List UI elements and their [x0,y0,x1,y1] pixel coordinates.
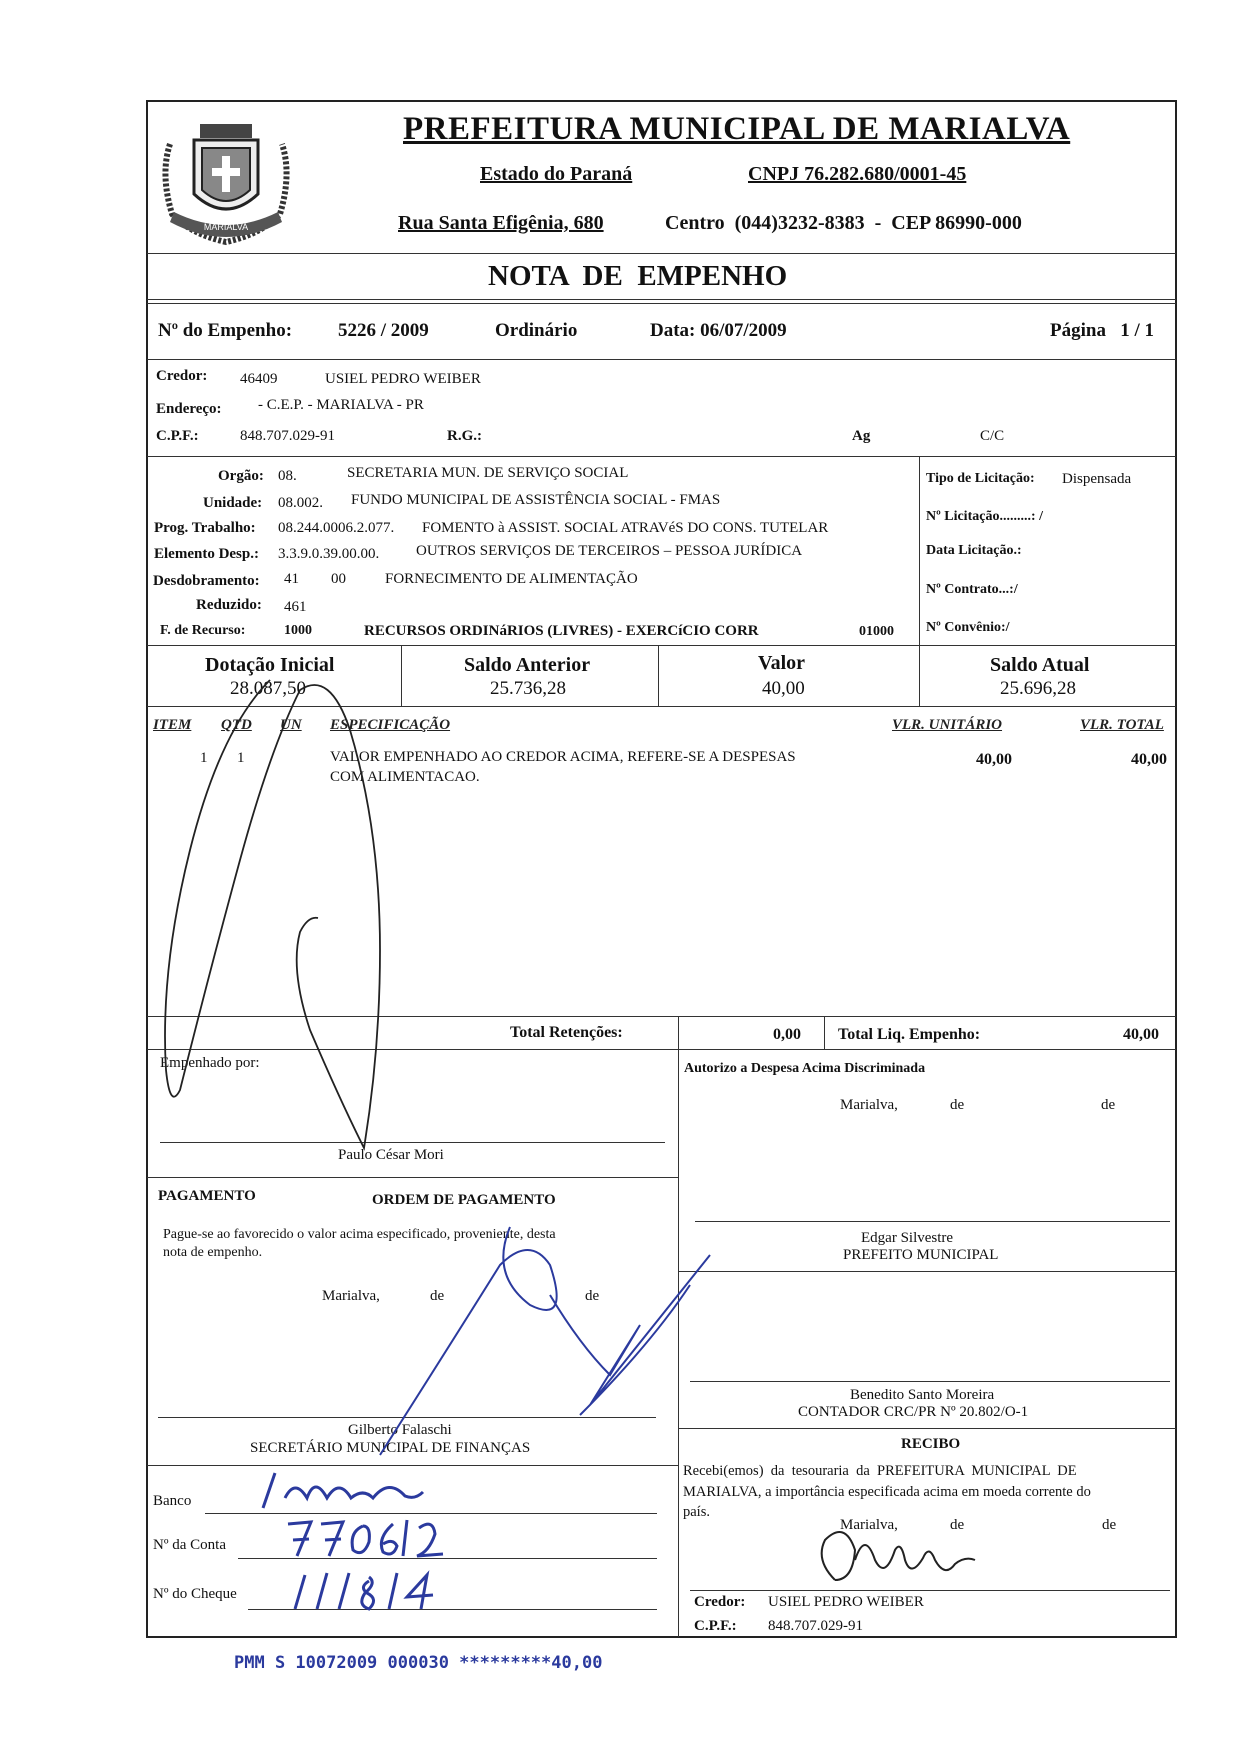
desdobramento-code2: 00 [331,571,346,587]
prog-name: FOMENTO à ASSIST. SOCIAL ATRAVéS DO CONS. TUTELAR [422,520,829,536]
recibo-de1: de [950,1517,965,1533]
reduzido-value: 461 [284,599,307,615]
account-label: C/C [980,428,1005,444]
col-un: UN [280,717,302,733]
recibo-text-line3: país. [683,1504,710,1520]
recibo-title: RECIBO [901,1436,961,1452]
col-unit-value: VLR. UNITÁRIO [892,717,1003,733]
cpf-label: C.P.F.: [156,428,199,444]
item-qtd: 1 [237,750,245,766]
secretario-name: Gilberto Falaschi [348,1422,452,1438]
col-total-value: VLR. TOTAL [1080,717,1164,733]
saldo-atual-value: 25.696,28 [1000,678,1076,699]
recibo-cpf-label: C.P.F.: [694,1618,737,1634]
liquido-value: 40,00 [1123,1026,1159,1043]
credor-label: Credor: [156,368,208,384]
cnpj: CNPJ 76.282.680/0001-45 [748,163,967,185]
retencoes-value: 0,00 [773,1026,801,1043]
autorizo-de2: de [1101,1097,1116,1113]
orgao-label: Orgão: [218,468,264,484]
dotacao-value: 28.087,50 [230,678,306,699]
elemento-label: Elemento Desp.: [154,546,259,562]
recurso-code2: 01000 [859,624,894,639]
autorizo-label: Autorizo a Despesa Acima Discriminada [684,1061,926,1076]
contract-number: Nº Contrato...:/ [926,582,1018,597]
credor-name: USIEL PEDRO WEIBER [325,371,481,387]
recibo-credor-name: USIEL PEDRO WEIBER [768,1594,924,1610]
signature-paulo [150,670,410,1165]
item-unit-value: 40,00 [976,751,1012,768]
svg-text:MARIALVA: MARIALVA [203,222,249,232]
empenho-number: 5226 / 2009 [338,320,429,341]
pagamento-label: PAGAMENTO [158,1188,256,1204]
signature-gilberto [350,1225,730,1470]
autorizo-place: Marialva, [840,1097,898,1113]
prefeito-name: Edgar Silvestre [861,1230,954,1246]
item-total-value: 40,00 [1131,751,1167,768]
credor-code: 46409 [240,371,278,387]
payment-stamp: PMM S 10072009 000030 *********40,00 [234,1653,603,1673]
desdobramento-code1: 41 [284,571,299,587]
signature-usiel [805,1517,985,1595]
pagamento-de1: de [430,1288,445,1304]
licitacao-type-label: Tipo de Licitação: [926,471,1035,486]
pagamento-de2: de [585,1288,600,1304]
secretario-role: SECRETÁRIO MUNICIPAL DE FINANÇAS [250,1440,531,1456]
orgao-name: SECRETARIA MUN. DE SERVIÇO SOCIAL [347,465,629,481]
recibo-cpf: 848.707.029-91 [768,1618,863,1634]
prefeito-role: PREFEITO MUNICIPAL [843,1247,999,1263]
item-spec-line1: VALOR EMPENHADO AO CREDOR ACIMA, REFERE-SE A DESPESAS [330,749,796,765]
col-qtd: QTD [221,717,252,733]
recibo-credor-label: Credor: [694,1594,746,1610]
empenho-type: Ordinário [495,320,578,341]
desdobramento-name: FORNECIMENTO DE ALIMENTAÇÃO [385,571,638,587]
conta-handwritten [283,1512,463,1567]
prog-label: Prog. Trabalho: [154,520,256,536]
pagamento-text-line2: nota de empenho. [163,1245,263,1260]
ordem-pagamento-title: ORDEM DE PAGAMENTO [372,1192,556,1208]
recibo-text-line2: MARIALVA, a importância especificada acima em moeda corrente do [683,1484,1091,1500]
pagamento-text-line1: Pague-se ao favorecido o valor acima especificado, proveniente, desta [163,1227,556,1242]
pagamento-place: Marialva, [322,1288,380,1304]
empenhado-name: Paulo César Mori [338,1147,444,1163]
recibo-de2: de [1102,1517,1117,1533]
licitacao-type-value: Dispensada [1062,471,1132,487]
valor-label: Valor [758,652,806,674]
banco-label: Banco [153,1493,192,1509]
district-phone-cep: Centro (044)3232-8383 - CEP 86990-000 [665,212,1022,234]
prog-code: 08.244.0006.2.077. [278,520,395,536]
contador-name: Benedito Santo Moreira [850,1387,995,1403]
saldo-anterior-value: 25.736,28 [490,678,566,699]
city-hall-title: PREFEITURA MUNICIPAL DE MARIALVA [403,111,1071,147]
retencoes-label: Total Retenções: [510,1024,623,1041]
elemento-code: 3.3.9.0.39.00.00. [278,546,380,562]
unidade-label: Unidade: [203,495,263,511]
col-item: ITEM [153,717,192,733]
liquido-label: Total Liq. Empenho: [838,1026,981,1043]
state-name: Estado do Paraná [480,163,633,185]
cheque-handwritten [285,1565,435,1620]
empenho-label: Nº do Empenho: [158,320,293,341]
saldo-anterior-label: Saldo Anterior [464,654,591,676]
cheque-label: Nº do Cheque [153,1586,237,1602]
dotacao-label: Dotação Inicial [205,654,335,676]
empenhado-label: Empenhado por: [160,1055,260,1071]
orgao-code: 08. [278,468,297,484]
autorizo-de1: de [950,1097,965,1113]
item-number: 1 [200,750,208,766]
recurso-code: 1000 [284,623,312,638]
credor-address: - C.E.P. - MARIALVA - PR [258,397,424,413]
address-label: Endereço: [156,401,222,417]
contador-role: CONTADOR CRC/PR Nº 20.802/O-1 [798,1404,1029,1420]
unidade-code: 08.002. [278,495,323,511]
recurso-name: RECURSOS ORDINáRIOS (LIVRES) - EXERCíCIO CORR [364,623,759,639]
convenio-number: Nº Convênio:/ [926,620,1010,635]
col-spec: ESPECIFICAÇÃO [330,717,451,733]
conta-label: Nº da Conta [153,1537,226,1553]
address: Rua Santa Efigênia, 680 [398,212,604,234]
unidade-name: FUNDO MUNICIPAL DE ASSISTÊNCIA SOCIAL - FMAS [351,492,721,508]
page-number: Página 1 / 1 [1050,320,1154,341]
rg-label: R.G.: [447,428,482,444]
credor-cpf: 848.707.029-91 [240,428,335,444]
agency-label: Ag [852,428,871,444]
valor-value: 40,00 [762,678,805,699]
item-spec-line2: COM ALIMENTACAO. [330,769,480,785]
licitacao-date: Data Licitação.: [926,543,1022,558]
empenho-date: Data: 06/07/2009 [650,320,787,341]
recibo-place: Marialva, [840,1517,898,1533]
document-title: NOTA DE EMPENHO [488,260,788,292]
saldo-atual-label: Saldo Atual [990,654,1090,676]
licitacao-number: Nº Licitação.........: / [926,509,1043,524]
elemento-name: OUTROS SERVIÇOS DE TERCEIROS – PESSOA JURÍDICA [416,543,803,559]
reduzido-label: Reduzido: [196,597,262,613]
coat-of-arms-logo [150,104,302,254]
recibo-text-line1: Recebi(emos) da tesouraria da PREFEITURA MUNICIPAL DE [683,1463,1077,1479]
desdobramento-label: Desdobramento: [153,573,260,589]
recurso-label: F. de Recurso: [160,623,246,638]
